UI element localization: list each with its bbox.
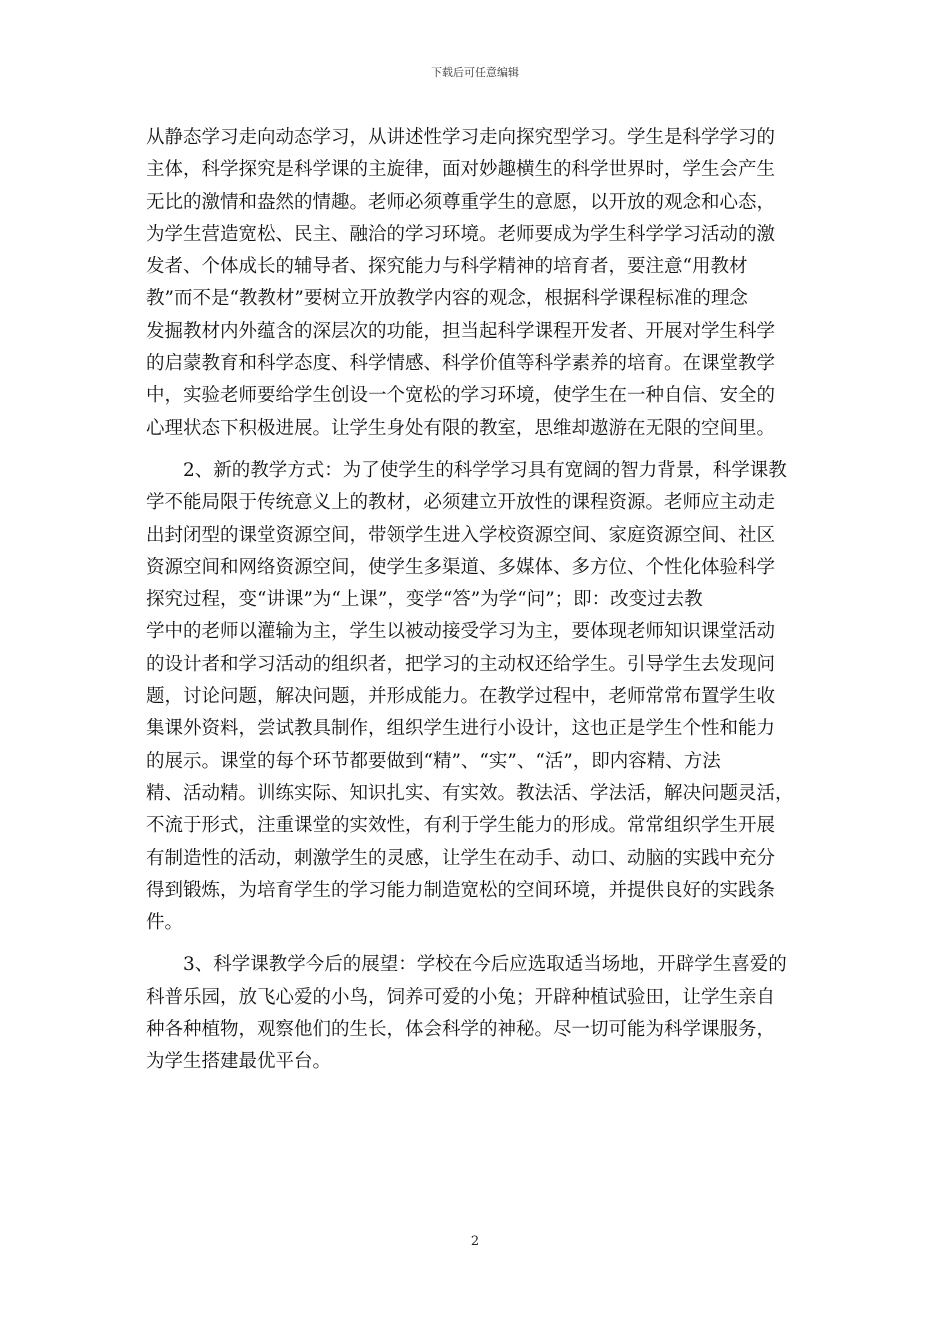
text-line: 心理状态下积极进展。让学生身处有限的教室，思维却遨游在无限的空间里。 bbox=[146, 417, 776, 439]
text-line: 学不能局限于传统意义上的教材，必须建立开放性的课程资源。老师应主动走 bbox=[146, 492, 776, 514]
text-line: 学中的老师以灌输为主，学生以被动接受学习为主，要体现老师知识课堂活动 bbox=[146, 621, 776, 643]
text-line: 中，实验老师要给学生创设一个宽松的学习环境，使学生在一种自信、安全的 bbox=[146, 385, 776, 407]
text-line: 发掘教材内外蕴含的深层次的功能，担当起科学课程开发者、开展对学生科学 bbox=[146, 320, 776, 342]
text-line: 为学生搭建最优平台。 bbox=[146, 1051, 332, 1073]
text-line: 的设计者和学习活动的组织者，把学习的主动权还给学生。引导学生去发现问 bbox=[146, 653, 776, 675]
text-line: 探究过程，变“讲课”为“上课”，变学“答”为学“问”；即：改变过去教 bbox=[146, 589, 703, 611]
text-line: 发者、个体成长的辅导者、探究能力与科学精神的培育者，要注意“用教材 bbox=[146, 256, 748, 278]
text-line: 为学生营造宽松、民主、融洽的学习环境。老师要成为学生科学学习活动的激 bbox=[146, 223, 776, 245]
text-line: 得到锻炼，为培育学生的学习能力制造宽松的空间环境，并提供良好的实践条 bbox=[146, 879, 776, 901]
text-line: 不流于形式，注重课堂的实效性，有利于学生能力的形成。常常组织学生开展 bbox=[146, 815, 776, 837]
text-line: 的启蒙教育和科学态度、科学情感、科学价值等科学素养的培育。在课堂教学 bbox=[146, 353, 776, 375]
text-line: 3、科学课教学今后的展望：学校在今后应选取适当场地，开辟学生喜爱的 bbox=[146, 954, 787, 976]
text-line: 精、活动精。训练实际、知识扎实、有实效。教法活、学法活，解决问题灵活， bbox=[146, 782, 794, 804]
text-line: 无比的激情和盎然的情趣。老师必须尊重学生的意愿，以开放的观念和心态， bbox=[146, 191, 776, 213]
text-line: 从静态学习走向动态学习，从讲述性学习走向探究型学习。学生是科学学习的 bbox=[146, 127, 776, 148]
text-line: 题，讨论问题，解决问题，并形成能力。在教学过程中，老师常常布置学生收 bbox=[146, 686, 776, 708]
text-line: 出封闭型的课堂资源空间，带领学生进入学校资源空间、家庭资源空间、社区 bbox=[146, 524, 776, 546]
text-line: 资源空间和网络资源空间，使学生多渠道、多媒体、多方位、个性化体验科学 bbox=[146, 556, 776, 578]
paragraph-2 bbox=[146, 455, 810, 939]
paragraph-spacer bbox=[146, 445, 810, 455]
paragraph-spacer bbox=[146, 939, 810, 949]
page-number: 2 bbox=[470, 1234, 480, 1249]
text-line: 有制造性的活动，刺激学生的灵感，让学生在动手、动口、动脑的实践中充分 bbox=[146, 847, 776, 869]
text-line: 的展示。课堂的每个环节都要做到“精”、“实”、“活”，即内容精、方法 bbox=[146, 750, 721, 772]
text-line: 集课外资料，尝试教具制作，组织学生进行小设计，这也正是学生个性和能力 bbox=[146, 718, 776, 740]
text-line: 教”而不是“教教材”要树立开放教学内容的观念，根据科学课程标准的理念 bbox=[146, 288, 748, 310]
page-header-note: 下载后可任意编辑 bbox=[431, 66, 519, 79]
paragraph-3 bbox=[146, 949, 810, 1078]
text-line: 科普乐园，放飞心爱的小鸟，饲养可爱的小兔；开辟种植试验田，让学生亲自 bbox=[146, 986, 776, 1008]
document-body bbox=[146, 122, 810, 1079]
text-line: 件。 bbox=[146, 912, 184, 934]
text-line: 种各种植物，观察他们的生长，体会科学的神秘。尽一切可能为科学课服务， bbox=[146, 1019, 776, 1041]
text-line: 2、新的教学方式：为了使学生的科学学习具有宽阔的智力背景，科学课教 bbox=[146, 459, 787, 481]
paragraph-1 bbox=[146, 122, 810, 445]
text-line: 主体，科学探究是科学课的主旋律，面对妙趣横生的科学世界时，学生会产生 bbox=[146, 159, 776, 181]
